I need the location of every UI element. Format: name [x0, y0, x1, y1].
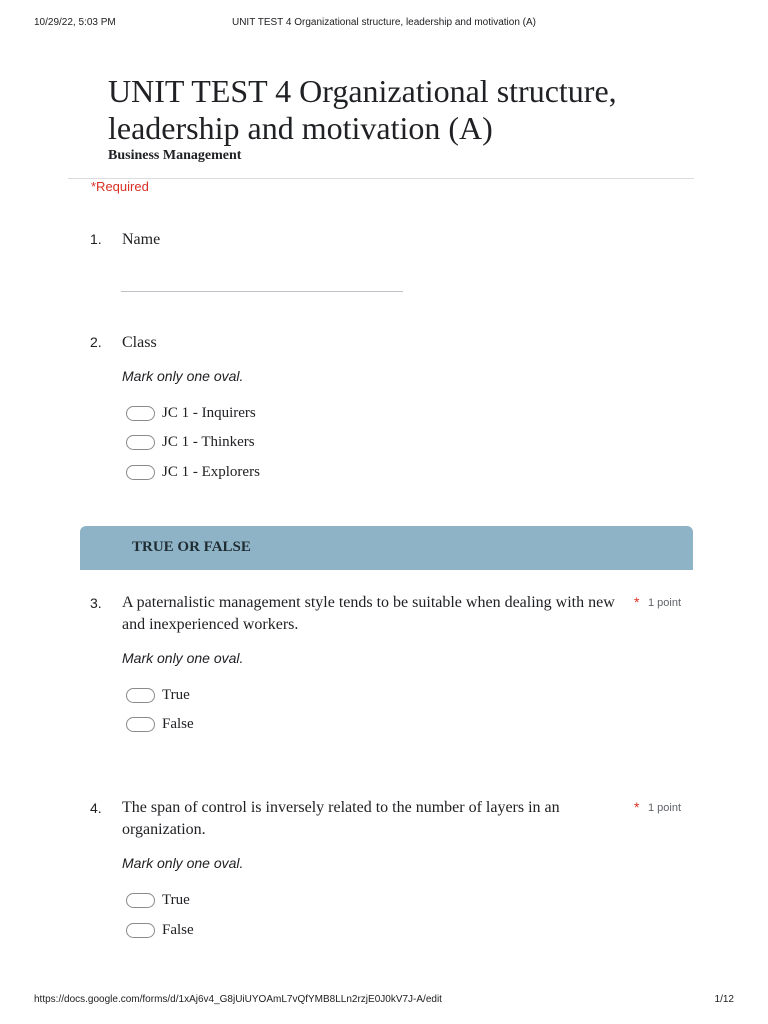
option-label: False [162, 716, 194, 732]
radio-oval[interactable] [126, 923, 155, 938]
page-number: 1/12 [714, 994, 734, 1005]
question-2-number: 2. [90, 334, 102, 350]
question-1-number: 1. [90, 231, 102, 247]
print-document-title: UNIT TEST 4 Organizational structure, leadership and motivation (A) [231, 17, 537, 28]
name-answer-field[interactable] [121, 291, 403, 292]
question-1-text: Name [122, 231, 161, 248]
option-label: False [162, 922, 194, 938]
question-4-points: 1 point [648, 802, 682, 814]
form-title: UNIT TEST 4 Organizational structure, leadership and motivation (A) [108, 73, 617, 146]
option-label: True [162, 892, 190, 908]
required-asterisk: * [634, 594, 640, 610]
radio-oval[interactable] [126, 465, 155, 480]
print-url: https://docs.google.com/forms/d/1xAj6v4_G8jUiUYOAmL7vQfYMB8LLn2rzjE0J0kV7J-A/edit [34, 994, 442, 1005]
option-label: JC 1 - Explorers [162, 464, 260, 480]
print-header [0, 17, 768, 31]
radio-oval[interactable] [126, 435, 155, 450]
question-4-number: 4. [90, 800, 102, 816]
header-divider [68, 178, 694, 179]
question-3-hint: Mark only one oval. [122, 650, 244, 666]
question-3-points: 1 point [648, 597, 682, 609]
required-asterisk: * [634, 799, 640, 815]
radio-oval[interactable] [126, 717, 155, 732]
question-4-text: The span of control is inversely related to the number of layers in an organization. [122, 799, 560, 838]
section-header [80, 526, 693, 570]
question-3-number: 3. [90, 595, 102, 611]
question-2-hint: Mark only one oval. [122, 368, 244, 384]
required-note: *Required [91, 179, 149, 194]
form-description: Business Management [108, 148, 242, 163]
radio-oval[interactable] [126, 688, 155, 703]
print-datetime: 10/29/22, 5:03 PM [34, 17, 116, 28]
radio-oval[interactable] [126, 406, 155, 421]
question-3-text: A paternalistic management style tends to be suitable when dealing with new and inexperienced workers. [122, 594, 615, 633]
question-2-text: Class [122, 334, 157, 351]
option-label: JC 1 - Thinkers [162, 434, 255, 450]
option-label: True [162, 687, 190, 703]
radio-oval[interactable] [126, 893, 155, 908]
question-4-hint: Mark only one oval. [122, 855, 244, 871]
option-label: JC 1 - Inquirers [162, 405, 256, 421]
section-title: TRUE OR FALSE [132, 539, 251, 555]
